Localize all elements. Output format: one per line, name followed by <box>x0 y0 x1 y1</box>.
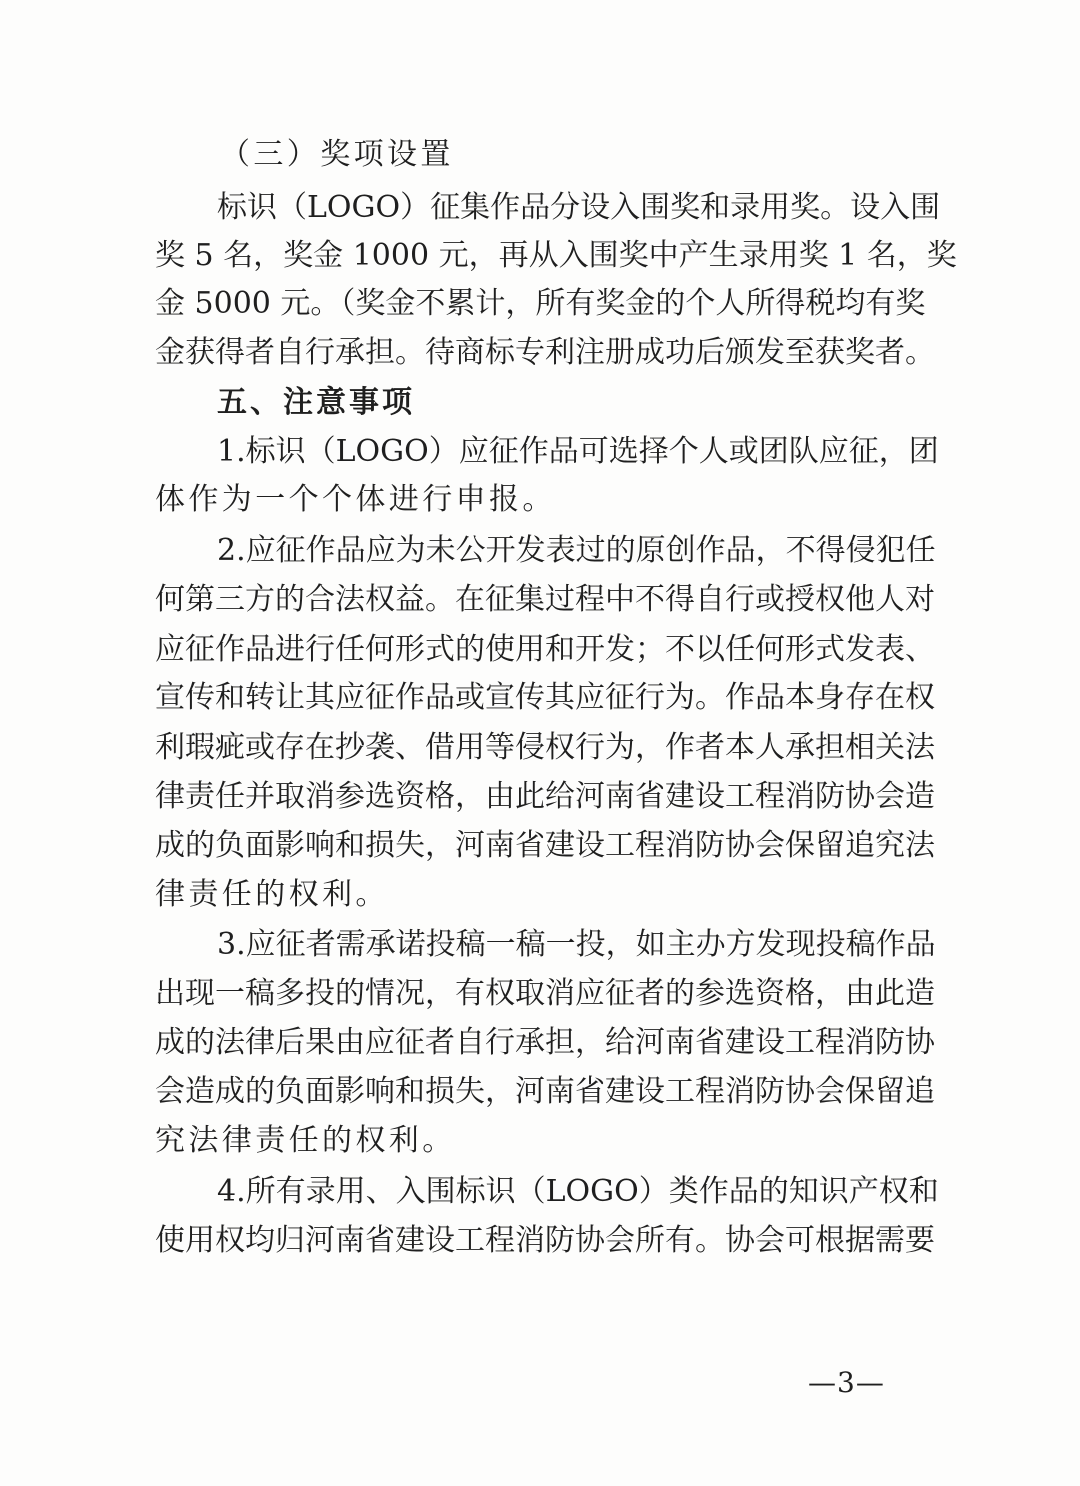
item3-line-4: 会造成的负面影响和损失，河南省建设工程消防协会保留追 <box>155 1074 935 1109</box>
awards-line-2: 奖 5 名，奖金 1000 元，再从入围奖中产生录用奖 1 名，奖 <box>155 238 957 273</box>
item4-line-1: 4.所有录用、入围标识（LOGO）类作品的知识产权和 <box>217 1174 939 1209</box>
item4-line-2: 使用权均归河南省建设工程消防协会所有。协会可根据需要 <box>155 1223 935 1258</box>
item3-line-5: 究法律责任的权利。 <box>155 1123 456 1158</box>
item1-line-2: 体作为一个个体进行申报。 <box>155 482 556 517</box>
section-heading: 五、注意事项 <box>217 385 415 420</box>
item2-line-6: 律责任并取消参选资格，由此给河南省建设工程消防协会造 <box>155 779 935 814</box>
page-number: —3— <box>808 1366 885 1399</box>
awards-line-4: 金获得者自行承担。待商标专利注册成功后颁发至获奖者。 <box>155 335 935 370</box>
item2-line-3: 应征作品进行任何形式的使用和开发；不以任何形式发表、 <box>155 632 935 667</box>
item3-line-3: 成的法律后果由应征者自行承担，给河南省建设工程消防协 <box>155 1025 935 1060</box>
item3-line-2: 出现一稿多投的情况，有权取消应征者的参选资格，由此造 <box>155 976 935 1011</box>
item2-line-2: 何第三方的合法权益。在征集过程中不得自行或授权他人对 <box>155 582 935 617</box>
subsection-title: （三）奖项设置 <box>220 137 454 172</box>
item2-line-8: 律责任的权利。 <box>155 877 389 912</box>
item2-line-1: 2.应征作品应为未公开发表过的原创作品，不得侵犯任 <box>217 533 936 568</box>
item2-line-4: 宣传和转让其应征作品或宣传其应征行为。作品本身存在权 <box>155 680 935 715</box>
awards-line-1: 标识（LOGO）征集作品分设入围奖和录用奖。设入围 <box>217 190 941 225</box>
item2-line-7: 成的负面影响和损失，河南省建设工程消防协会保留追究法 <box>155 828 935 863</box>
item1-line-1: 1.标识（LOGO）应征作品可选择个人或团队应征，团 <box>217 434 939 469</box>
item2-line-5: 利瑕疵或存在抄袭、借用等侵权行为，作者本人承担相关法 <box>155 730 935 765</box>
item3-line-1: 3.应征者需承诺投稿一稿一投，如主办方发现投稿作品 <box>217 927 936 962</box>
awards-line-3: 金 5000 元。（奖金不累计，所有奖金的个人所得税均有奖 <box>155 286 926 321</box>
